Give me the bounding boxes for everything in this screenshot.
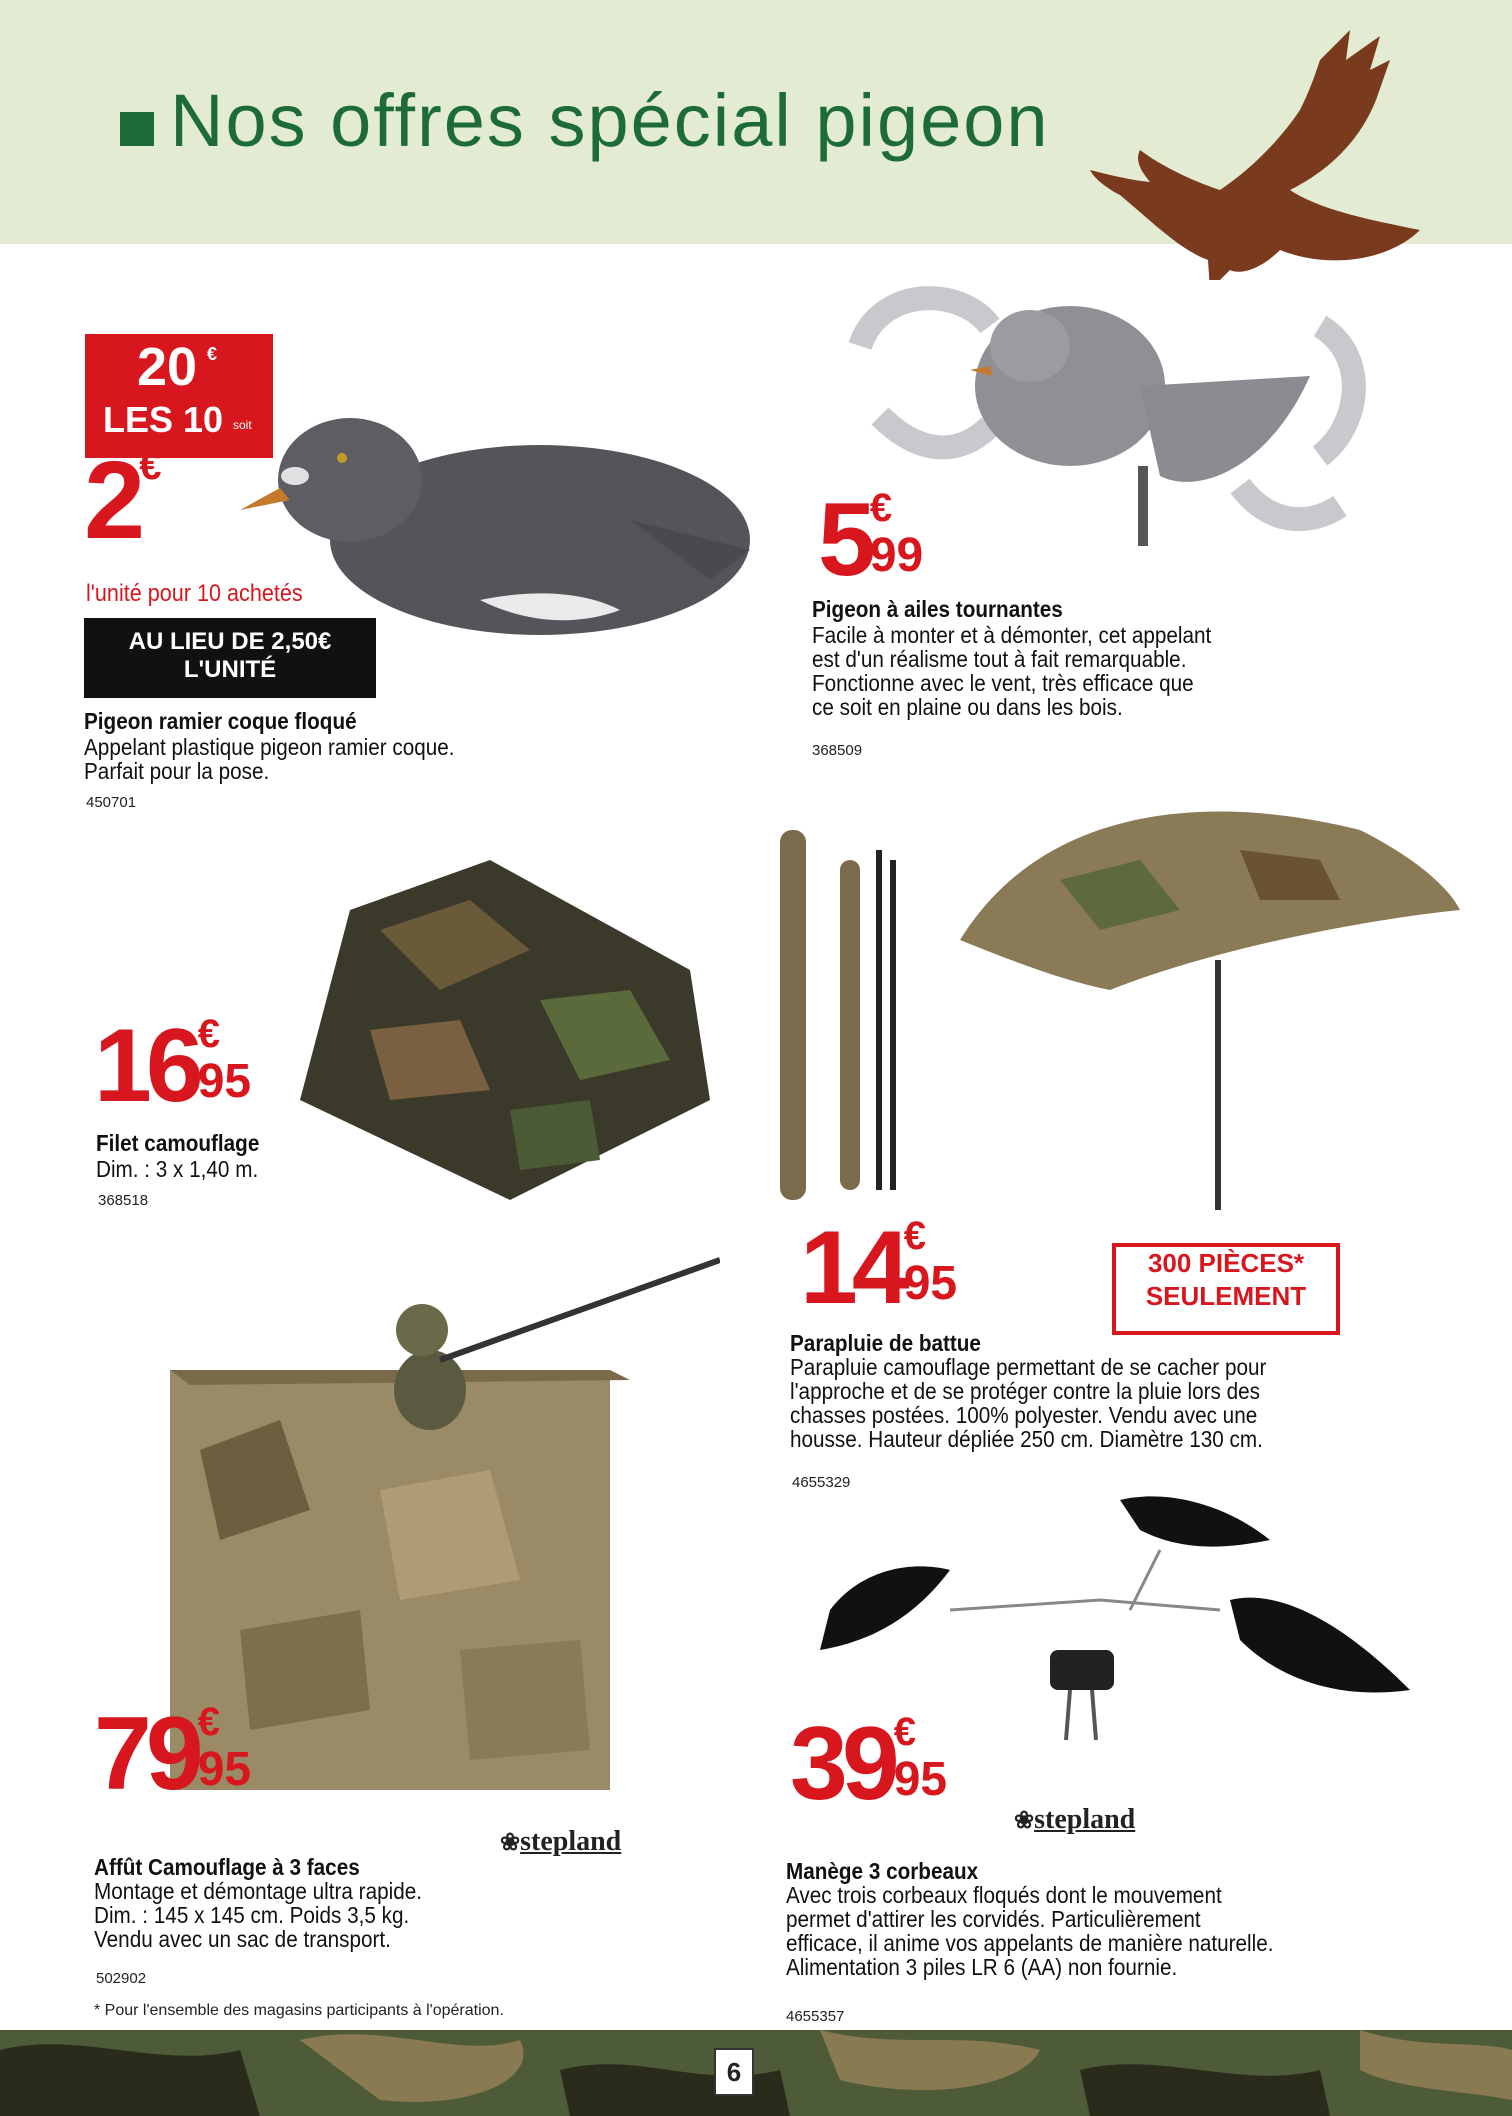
price: 5 € 99 (818, 482, 924, 598)
crow-decoy-carousel-image (800, 1480, 1420, 1740)
product-title: Parapluie de battue (790, 1330, 981, 1356)
product-desc-line: Fonctionne avec le vent, très efficace que (812, 670, 1194, 696)
product-ref: 4655329 (792, 1474, 851, 1491)
product-desc-line: ce soit en plaine ou dans les bois. (812, 694, 1123, 720)
product-ref: 450701 (86, 794, 137, 811)
product-desc-line: Parapluie camouflage permettant de se cacher pour (790, 1354, 1267, 1380)
pigeon-decoy-image (240, 400, 760, 660)
product-desc-line: Parfait pour la pose. (84, 758, 270, 784)
product-ref: 368518 (98, 1192, 149, 1209)
umbrella-image (760, 770, 1460, 1220)
product-ref: 502902 (96, 1970, 147, 1987)
product-desc-line: Montage et démontage ultra rapide. (94, 1878, 422, 1904)
price: 79 € 95 (94, 1696, 252, 1812)
product-desc-line: Facile à monter et à démonter, cet appelant (812, 622, 1212, 648)
price: 16 € 95 (94, 1008, 252, 1124)
instead-badge: AU LIEU DE 2,50€ L'UNITÉ (84, 618, 376, 698)
product-title: Affût Camouflage à 3 faces (94, 1854, 360, 1880)
promo-badge: 20 € LES 10 soit (85, 334, 273, 458)
product-title: Pigeon ramier coque floqué (84, 708, 357, 734)
product-desc-line: Dim. : 145 x 145 cm. Poids 3,5 kg. (94, 1902, 410, 1928)
product-desc-line: Vendu avec un sac de transport. (94, 1926, 391, 1952)
camouflage-net-image (290, 850, 720, 1210)
rotating-wing-pigeon-image (840, 266, 1400, 566)
product-desc-line: l'approche et de se protéger contre la pluie lors des (790, 1378, 1260, 1404)
product-desc-line: housse. Hauteur dépliée 250 cm. Diamètre 130 cm. (790, 1426, 1263, 1452)
page-title: Nos offres spécial pigeon (170, 79, 1050, 162)
product-ref: 368509 (812, 742, 863, 759)
unit-note: l'unité pour 10 achetés (86, 580, 303, 607)
product-desc-line: chasses postées. 100% polyester. Vendu avec une (790, 1402, 1258, 1428)
product-desc-line: Dim. : 3 x 1,40 m. (96, 1156, 259, 1182)
product-desc-line: est d'un réalisme tout à fait remarquable. (812, 646, 1187, 672)
price: 39 € 95 (790, 1706, 948, 1822)
price: 14 € 95 (800, 1210, 958, 1326)
flying-bird-icon (1090, 20, 1450, 280)
product-desc-line: efficace, il anime vos appelants de manière naturelle. (786, 1930, 1274, 1956)
product-title: Filet camouflage (96, 1130, 260, 1156)
product-desc-line: Appelant plastique pigeon ramier coque. (84, 734, 455, 760)
product-desc-line: Avec trois corbeaux floqués dont le mouvement (786, 1882, 1222, 1908)
limited-stock-badge: 300 PIÈCES* SEULEMENT (1112, 1243, 1340, 1335)
page-number: 6 (714, 2048, 754, 2096)
footnote: * Pour l'ensemble des magasins participants à l'opération. (94, 2002, 504, 2019)
product-desc-line: Alimentation 3 piles LR 6 (AA) non fournie. (786, 1954, 1178, 1980)
brand-logo: ❀stepland (500, 1826, 622, 1857)
brand-logo: ❀stepland (1014, 1804, 1136, 1835)
camouflage-footer (0, 2030, 1512, 2116)
product-desc-line: permet d'attirer les corvidés. Particulièrement (786, 1906, 1201, 1932)
unit-price: 2 € (84, 439, 162, 562)
product-title: Manège 3 corbeaux (786, 1858, 979, 1884)
product-title: Pigeon à ailes tournantes (812, 596, 1063, 622)
product-ref: 4655357 (786, 2008, 845, 2025)
